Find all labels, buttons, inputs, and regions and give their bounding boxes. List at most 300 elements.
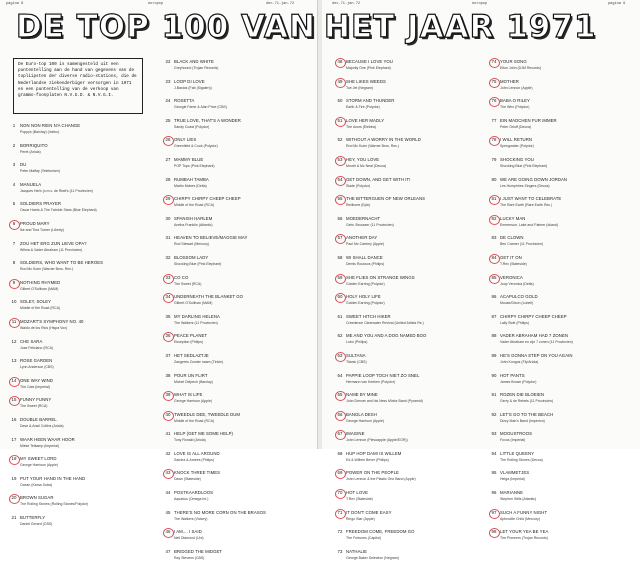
chart-entry-row xyxy=(336,430,464,438)
song-title: SULTANA xyxy=(346,352,366,358)
artist-label: Creedence Clearwater Revival (United Artists Re.) xyxy=(346,320,424,325)
song-title: MAMMY BLUE xyxy=(174,156,204,162)
chart-entry-row xyxy=(336,274,464,282)
rank-number: 42 xyxy=(165,450,171,456)
chart-entry-row xyxy=(336,234,464,242)
artist-label: Dawn (Stateside) xyxy=(174,477,201,482)
artist-label: Lynn Anderson (CBS) xyxy=(20,365,54,370)
left-page-magazine: europop xyxy=(148,2,164,6)
chart-entry xyxy=(490,411,618,431)
chart-entry-row xyxy=(490,313,618,321)
chart-entry xyxy=(10,318,138,338)
chart-entry xyxy=(490,372,618,392)
artist-label: Neil Diamond (Uni) xyxy=(174,536,204,541)
chart-entry-row xyxy=(336,78,464,86)
artist-label: Oscar Harris & The Twinkle Stars (Blue Elephant) xyxy=(20,208,97,213)
rank-number: 44 xyxy=(165,490,171,496)
rank-number-circled: 98 xyxy=(491,529,497,535)
rank-number: 77 xyxy=(491,117,497,123)
chart-entry-row xyxy=(10,279,138,287)
chart-entry-row xyxy=(336,352,464,360)
chart-entry-row xyxy=(336,117,464,125)
song-title: PUT YOUR HAND IN THE HAND xyxy=(20,475,86,481)
chart-entry xyxy=(10,142,138,162)
chart-entry xyxy=(490,136,618,156)
rank-number: 88 xyxy=(491,333,497,339)
chart-entry xyxy=(336,136,464,156)
artist-label: The doors (Elektra) xyxy=(346,124,376,129)
chart-entry-row xyxy=(336,156,464,164)
chart-entry xyxy=(336,509,464,529)
song-title: BORRIQUITO xyxy=(20,142,48,148)
rank-number: 16 xyxy=(11,416,17,422)
chart-entry-row xyxy=(10,436,138,444)
chart-entry xyxy=(164,136,292,156)
artist-label: Redbone (Epic) xyxy=(346,203,371,208)
chart-entry xyxy=(490,489,618,509)
song-title: SOLDIERS PRAYER xyxy=(20,201,62,207)
chart-entry xyxy=(490,469,618,489)
rank-number-circled: 69 xyxy=(337,470,343,476)
song-title: EIN MADCHEN FUR IMMER xyxy=(500,117,557,123)
rank-number: 23 xyxy=(165,78,171,84)
artist-label: Poppys (Barclay) (Inelco) xyxy=(20,130,60,134)
song-title: NATHALIE xyxy=(346,548,368,554)
chart-column-2 xyxy=(164,58,292,567)
rank-number-circled: 33 xyxy=(165,274,171,280)
rank-number: 27 xyxy=(165,156,171,162)
rank-number: 91 xyxy=(491,392,497,398)
chart-entry xyxy=(490,528,618,548)
song-title: ANOTHER DAY xyxy=(346,235,378,241)
chart-entry xyxy=(10,396,138,416)
left-page-number: pagina 8 xyxy=(6,2,24,6)
rank-number-circled: 53 xyxy=(337,156,343,162)
left-page-date: dec.71-jan.72 xyxy=(266,2,295,6)
chart-entry xyxy=(336,176,464,196)
chart-entry-row xyxy=(164,274,292,282)
rank-number-circled: 14 xyxy=(11,377,17,383)
chart-entry-row xyxy=(10,396,138,404)
right-page-number: pagina 9 xyxy=(608,2,626,6)
song-title: PAPPIE LOOP TOCH NIET ZO SNEL xyxy=(346,372,420,378)
chart-entry-row xyxy=(164,313,292,321)
artist-label: John Lennon & the Plastic Ono Band (Apple) xyxy=(346,477,416,482)
rank-number: 38 xyxy=(165,372,171,378)
artist-label: Jacques Herb (o.m.v. de Riwil's (11 Provincien) xyxy=(20,188,93,193)
chart-entry xyxy=(10,279,138,299)
song-title: ME AND YOU AND A DOG NAMED BOO xyxy=(346,333,427,339)
artist-label: Emmerson, Lake and Palmer (Island) xyxy=(500,222,558,227)
chart-entry-row xyxy=(164,372,292,380)
rank-number: 64 xyxy=(337,372,343,378)
song-title: LOVE HER MADLY xyxy=(346,117,385,123)
artist-label: T.Rex (Stateside) xyxy=(346,497,373,502)
rank-number: 1 xyxy=(12,123,16,128)
chart-entry xyxy=(10,338,138,358)
song-title: VERONICA xyxy=(500,274,523,280)
chart-entry xyxy=(490,254,618,274)
song-title: I AM.... I SAID xyxy=(174,529,202,535)
chart-entry xyxy=(164,548,292,567)
rank-number-circled: 51 xyxy=(337,117,343,123)
chart-entry-row xyxy=(336,332,464,340)
song-title: GET IT ON xyxy=(500,254,522,260)
artist-label: Stephen Stills (Atlantic) xyxy=(500,497,537,502)
rank-number: 21 xyxy=(11,514,17,520)
chart-entry-row xyxy=(10,377,138,385)
song-title: NAME BY MINE xyxy=(346,392,378,398)
song-title: HUP HOP DAM! IS WILLEM xyxy=(346,450,402,456)
rank-number-circled: 65 xyxy=(337,392,343,398)
song-title: SHOCKING YOU xyxy=(500,156,534,162)
song-title: HEY, YOU LOVE xyxy=(346,156,380,162)
chart-entry xyxy=(164,509,292,529)
chart-entry-row xyxy=(10,494,138,502)
song-title: RUMBAH TAMBA xyxy=(174,176,209,182)
song-title: LITTLE QUEENY xyxy=(500,450,535,456)
title-left: DE TOP 100 VAN xyxy=(15,9,316,45)
rank-number: 62 xyxy=(337,333,343,339)
chart-entry xyxy=(336,528,464,548)
chart-entry xyxy=(336,411,464,431)
rank-number: 45 xyxy=(165,509,171,515)
chart-entry xyxy=(164,372,292,392)
chart-entry xyxy=(490,332,618,352)
song-title: HELP (GET ME SOME HELP) xyxy=(174,431,234,437)
song-title: BECAUSE I LOVE YOU xyxy=(346,59,393,64)
song-title: BUTTERFLY xyxy=(20,514,46,520)
chart-entry-row xyxy=(336,411,464,419)
chart-entry xyxy=(336,97,464,117)
song-title: FUNNY FUNNY xyxy=(20,397,52,403)
rank-number-circled: 54 xyxy=(337,176,343,182)
artist-label: The Rolling Stones (Decca) xyxy=(500,457,543,462)
rank-number-circled: 18 xyxy=(11,456,17,462)
artist-label: Georgie Fame & Alan Price (CBS) xyxy=(174,105,227,110)
song-title: MARIANNE xyxy=(500,490,524,496)
rank-number: 68 xyxy=(337,450,343,456)
artist-label: George Baker Selection (Negram) xyxy=(346,555,399,560)
chart-entry-row xyxy=(164,469,292,477)
chart-entry-row xyxy=(490,234,618,242)
chart-entry-row xyxy=(10,514,138,522)
chart-entry xyxy=(336,156,464,176)
rank-number: 80 xyxy=(491,176,497,182)
song-title: LOVE IS ALL AROUND xyxy=(174,450,220,456)
chart-entry-row xyxy=(490,372,618,380)
chart-entry-row xyxy=(490,215,618,223)
chart-entry-row xyxy=(336,548,464,556)
rank-number: 17 xyxy=(11,436,17,442)
song-title: POUR UN FLIRT xyxy=(174,372,208,378)
chart-entry-row xyxy=(164,528,292,536)
song-title: ROSE GARDEN xyxy=(20,358,53,364)
chart-entry xyxy=(164,469,292,489)
chart-entry-row xyxy=(10,357,138,365)
rank-number: 89 xyxy=(491,352,497,358)
artist-label: Sandra & Andres (Philips) xyxy=(174,457,215,462)
chart-entry-row xyxy=(336,528,464,536)
chart-entry-row xyxy=(10,298,138,306)
artist-label: John Lennon (Apple) xyxy=(500,85,533,90)
rank-number: 58 xyxy=(337,254,343,260)
song-title: THERE'S NO MORE CORN ON THE BRASOS xyxy=(174,509,266,515)
chart-entry xyxy=(164,411,292,431)
chart-entry-row xyxy=(490,176,618,184)
chart-entry xyxy=(164,528,292,548)
chart-entry xyxy=(336,372,464,392)
chart-entry xyxy=(164,293,292,313)
rank-number-circled: 48 xyxy=(337,59,343,64)
rank-number-circled: 15 xyxy=(11,397,17,403)
rank-number: 72 xyxy=(337,529,343,535)
song-title: CHE SARA xyxy=(20,338,43,344)
rank-number: 12 xyxy=(11,338,17,344)
song-title: PEACE PLANET xyxy=(174,333,208,339)
song-title: HOT LOVE xyxy=(346,490,369,496)
chart-entry-row xyxy=(10,318,138,326)
chart-entry-row xyxy=(336,313,464,321)
artist-label: Paul Mc Cartney (Apple) xyxy=(346,242,385,247)
chart-entry xyxy=(10,122,138,142)
song-title: BROWN SUGAR xyxy=(20,495,54,501)
chart-entry-row xyxy=(336,391,464,399)
rank-number-circled: 29 xyxy=(165,196,171,202)
chart-entry xyxy=(336,215,464,235)
song-title: ONLY LIES xyxy=(174,137,197,143)
song-title: MOTHER xyxy=(500,78,519,84)
song-title: CO CO xyxy=(174,274,189,280)
chart-entry-row xyxy=(10,240,138,248)
rank-number: 83 xyxy=(491,235,497,241)
artist-label: Toe Jet (Negram) xyxy=(346,85,374,90)
artist-label: James Brown (Polydor) xyxy=(500,379,537,384)
chart-entry xyxy=(336,391,464,411)
rank-number-circled: 85 xyxy=(491,274,497,280)
song-title: LOOP DI LOVE xyxy=(174,78,205,84)
chart-entry xyxy=(490,274,618,294)
artist-label: Ringo Star (Apple) xyxy=(346,516,375,521)
chart-entry xyxy=(10,377,138,397)
artist-label: Rod Mc Kuen (Warner Bros. Rec.) xyxy=(20,267,74,272)
artist-label: Dave & Ansil Collins (Ariola) xyxy=(20,423,64,428)
song-title: SOLEY, SOLEY xyxy=(20,299,52,305)
chart-entry-row xyxy=(490,332,618,340)
chart-entry xyxy=(10,357,138,377)
artist-label: Martin Mobes (Delta) xyxy=(174,183,207,188)
song-title: WITHOUT A WORRY IN THE WORLD xyxy=(346,137,421,143)
chart-entry xyxy=(336,489,464,509)
chart-entry xyxy=(336,78,464,98)
song-title: I WILL RETURN xyxy=(500,137,533,143)
chart-entry xyxy=(10,240,138,260)
chart-entry-row xyxy=(490,58,618,66)
chart-entry xyxy=(10,475,138,495)
chart-entry xyxy=(490,509,618,529)
chart-entry xyxy=(164,352,292,372)
artist-label: Michel Delpech (Barclay) xyxy=(174,379,213,384)
chart-entry-row xyxy=(10,475,138,483)
chart-entry-row xyxy=(164,332,292,340)
song-title: CHIRPY CHIRPY CHEEP CHEEP xyxy=(174,196,241,202)
chart-entry xyxy=(336,430,464,450)
chart-entry-row xyxy=(164,352,292,360)
title-right: HET JAAR 1971 xyxy=(324,9,597,45)
chart-entry-row xyxy=(164,293,292,301)
chart-entry xyxy=(10,298,138,318)
chart-entry-row xyxy=(490,391,618,399)
chart-entry xyxy=(164,97,292,117)
chart-entry-row xyxy=(10,455,138,463)
rank-number: 25 xyxy=(165,117,171,123)
chart-entry-row xyxy=(164,176,292,184)
song-title: ACAPULCO GOLD xyxy=(500,294,538,300)
artist-label: Majority One (Pink Elephant) xyxy=(346,66,391,70)
rank-number-circled: 60 xyxy=(337,294,343,300)
artist-label: Joop Veronica (Delta) xyxy=(500,281,534,286)
chart-entry xyxy=(164,234,292,254)
chart-entry-row xyxy=(164,136,292,144)
chart-entry xyxy=(10,259,138,279)
artist-label: Middle of the Road (RCA) xyxy=(174,418,215,423)
artist-label: Elton John (DJM Records) xyxy=(500,66,542,70)
song-title: DOUBLE BARREL xyxy=(20,416,57,422)
song-title: LUCKY MAN xyxy=(500,215,526,221)
artist-label: Sandy Coast (Polydor) xyxy=(174,124,210,129)
artist-label: Slade (Polydor) xyxy=(346,183,371,188)
song-title: BLOSSOM LADY xyxy=(174,254,209,260)
rank-number-circled: 78 xyxy=(491,137,497,143)
artist-label: Vader Abraham en zijn 7 zonen (11 Provincien) xyxy=(500,340,573,345)
chart-entry-row xyxy=(490,528,618,536)
rank-number: 90 xyxy=(491,372,497,378)
song-title: IMAGINE xyxy=(346,431,365,437)
chart-entry xyxy=(164,117,292,137)
artist-label: George Harrison (Apple) xyxy=(346,418,385,423)
chart-entry xyxy=(490,117,618,137)
artist-label: Tony Ronald (Ariola) xyxy=(174,438,206,443)
chart-entry-row xyxy=(164,509,292,517)
chart-entry-row xyxy=(490,450,618,458)
rank-number: 28 xyxy=(165,176,171,182)
song-title: POSTKAARDLOOS xyxy=(174,490,214,496)
rank-number-circled: 57 xyxy=(337,235,343,241)
artist-label: Peter Orloff (Decca) xyxy=(500,124,532,129)
song-title: TRUE LOVE, THAT'S A WONDER xyxy=(174,117,241,123)
chart-entry xyxy=(336,548,464,567)
artist-label: Shocking Blue (Pink Elephant) xyxy=(174,261,222,266)
chart-column-3 xyxy=(336,58,464,567)
chart-entry xyxy=(336,254,464,274)
song-title: WAAR HEEN WAAR HOOR xyxy=(20,436,75,442)
rank-number: 92 xyxy=(491,411,497,417)
rank-number: 56 xyxy=(337,215,343,221)
song-title: SWEET HITCH HIKER xyxy=(346,313,391,319)
song-title: ONE WAY WIND xyxy=(20,377,53,383)
rank-number-circled: 67 xyxy=(337,431,343,437)
chart-entry xyxy=(490,430,618,450)
song-title: WHAT IS LIFE xyxy=(174,392,203,398)
artist-label: Peter Maffay (Telefunken) xyxy=(20,169,61,174)
artist-label: Wilma & Vader Abraham (11 Provincien) xyxy=(20,247,83,252)
rank-number: 5 xyxy=(12,201,16,207)
chart-entry xyxy=(490,234,618,254)
chart-entry-row xyxy=(164,58,292,66)
artist-label: Waldo de los Rios (Hispa Vox) xyxy=(20,325,68,330)
chart-entry-row xyxy=(10,161,138,169)
chart-entry-row xyxy=(10,122,138,130)
artist-label: J.Bastos (Fab (Sigalen)) xyxy=(174,85,212,90)
chart-entry-row xyxy=(10,181,138,189)
song-title: STORM AND THUNDER xyxy=(346,98,395,104)
song-title: PROUD MARY xyxy=(20,220,50,226)
chart-entry xyxy=(490,78,618,98)
rank-number: 31 xyxy=(165,235,171,241)
left-page xyxy=(0,0,318,560)
artist-label: Rod Stewart (Mercury) xyxy=(174,242,210,247)
chart-entry xyxy=(10,181,138,201)
artist-label: Ray Stevens (CBS) xyxy=(174,555,205,560)
song-title: HE'S GONNA STEP ON YOU AGAIN xyxy=(500,352,573,358)
chart-entry xyxy=(164,489,292,509)
chart-entry-row xyxy=(490,78,618,86)
chart-entry-row xyxy=(164,450,292,458)
artist-label: Ike and Tina Turner (Liberty) xyxy=(20,227,64,232)
artist-label: The Walkers (Victory) xyxy=(174,516,208,521)
chart-entry-row xyxy=(336,489,464,497)
chart-entry-row xyxy=(490,97,618,105)
chart-entry-row xyxy=(164,411,292,419)
artist-label: The Walkers (11 Provincien) xyxy=(174,320,218,325)
right-page-date: dec.71-jan.72 xyxy=(332,2,361,6)
chart-entry xyxy=(10,436,138,456)
chart-entry xyxy=(164,313,292,333)
rank-number-circled: 6 xyxy=(10,220,18,228)
chart-entry xyxy=(10,416,138,436)
chart-entry-row xyxy=(490,352,618,360)
chart-entry xyxy=(336,234,464,254)
rank-number-circled: 26 xyxy=(165,137,171,143)
song-title: HET SEDLAZTJE xyxy=(174,352,209,358)
song-title: KNOCK THREE TIMES xyxy=(174,470,221,476)
chart-entry xyxy=(10,494,138,514)
song-title: NOTHING RHYMED xyxy=(20,279,61,285)
chart-entry-row xyxy=(164,156,292,164)
rank-number-circled: 34 xyxy=(165,294,171,300)
right-page-magazine: europop xyxy=(472,2,488,6)
rank-number: 86 xyxy=(491,294,497,300)
chart-entry xyxy=(490,195,618,215)
rank-number-circled: 39 xyxy=(165,392,171,398)
rank-number: 13 xyxy=(11,358,17,364)
artist-label: Focus (Imperial) xyxy=(500,438,526,443)
chart-entry xyxy=(164,156,292,176)
song-title: UNDERNEATH THE BLANKET GO xyxy=(174,294,244,300)
song-title: DE CLOWN xyxy=(500,235,524,241)
rank-number: 61 xyxy=(337,313,343,319)
artist-label: The Fortunes (Capitol) xyxy=(346,536,382,541)
chart-entry-row xyxy=(336,215,464,223)
song-title: CHIRPY CHIRPY CHEEP CHEEP xyxy=(500,313,567,319)
chart-entry xyxy=(164,215,292,235)
chart-entry xyxy=(490,313,618,333)
chart-entry-row xyxy=(10,220,138,228)
rank-number-circled: 97 xyxy=(491,509,497,515)
artist-label: Greyhound (Trojan Records) xyxy=(174,66,219,70)
artist-label: John Kongos (Fly/Ariola) xyxy=(500,359,539,364)
chart-entry-row xyxy=(490,274,618,282)
